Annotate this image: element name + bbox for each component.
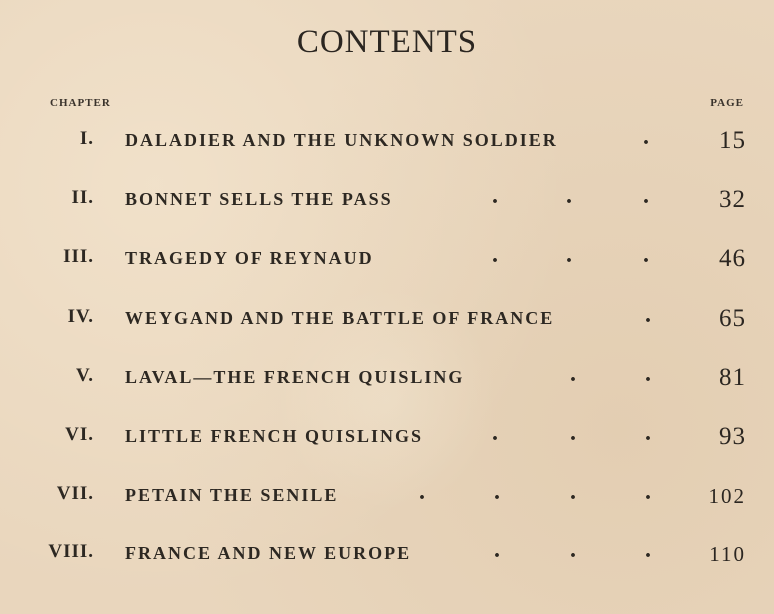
chapter-title: DALADIER AND THE UNKNOWN SOLDIER xyxy=(125,130,558,150)
chapter-title: FRANCE AND NEW EUROPE xyxy=(125,543,412,563)
page-number: 93 xyxy=(719,423,746,450)
toc-entry xyxy=(0,361,774,395)
page-number: 15 xyxy=(719,127,746,154)
dot-leader: . xyxy=(645,420,651,446)
dot-leader: . xyxy=(645,361,651,387)
chapter-column-header: CHAPTER xyxy=(50,97,111,109)
page-number: 65 xyxy=(719,305,746,332)
toc-entry xyxy=(0,537,774,571)
dot-leader: . xyxy=(492,242,498,268)
chapter-numeral: I. xyxy=(79,128,94,149)
dot-leader: . xyxy=(492,420,498,446)
page-title: CONTENTS xyxy=(296,24,478,60)
chapter-numeral: II. xyxy=(71,187,94,208)
page-number: 110 xyxy=(709,542,746,566)
toc-entry xyxy=(0,124,774,158)
dot-leader: . xyxy=(570,420,576,446)
chapter-title: LITTLE FRENCH QUISLINGS xyxy=(125,426,424,446)
toc-entry xyxy=(0,420,774,454)
page-column-header: PAGE xyxy=(710,97,744,109)
chapter-numeral: VII. xyxy=(56,483,94,504)
chapter-title: PETAIN THE SENILE xyxy=(125,485,339,505)
dot-leader: . xyxy=(643,124,649,150)
dot-leader: . xyxy=(645,479,651,505)
dot-leader: . xyxy=(570,537,576,563)
chapter-numeral: VI. xyxy=(65,424,94,445)
dot-leader: . xyxy=(492,183,498,209)
chapter-numeral: VIII. xyxy=(48,541,94,562)
page-number: 32 xyxy=(719,186,746,213)
dot-leader: . xyxy=(494,479,500,505)
toc-entry xyxy=(0,302,774,336)
dot-leader: . xyxy=(643,242,649,268)
dot-leader: . xyxy=(494,537,500,563)
page-number: 102 xyxy=(708,484,746,508)
chapter-title: BONNET SELLS THE PASS xyxy=(125,189,393,209)
dot-leader: . xyxy=(570,361,576,387)
dot-leader: . xyxy=(645,302,651,328)
page-number: 46 xyxy=(719,245,746,272)
chapter-title: LAVAL—THE FRENCH QUISLING xyxy=(125,367,465,387)
dot-leader: . xyxy=(645,537,651,563)
chapter-numeral: IV. xyxy=(67,306,94,327)
chapter-numeral: III. xyxy=(63,246,94,267)
page-number: 81 xyxy=(719,364,746,391)
toc-entry xyxy=(0,242,774,276)
dot-leader: . xyxy=(570,479,576,505)
chapter-title: TRAGEDY OF REYNAUD xyxy=(125,248,374,268)
chapter-title: WEYGAND AND THE BATTLE OF FRANCE xyxy=(125,308,555,328)
toc-entry xyxy=(0,479,774,513)
dot-leader: . xyxy=(566,242,572,268)
chapter-numeral: V. xyxy=(75,365,94,386)
toc-entry xyxy=(0,183,774,217)
dot-leader: . xyxy=(643,183,649,209)
dot-leader: . xyxy=(566,183,572,209)
dot-leader: . xyxy=(419,479,425,505)
